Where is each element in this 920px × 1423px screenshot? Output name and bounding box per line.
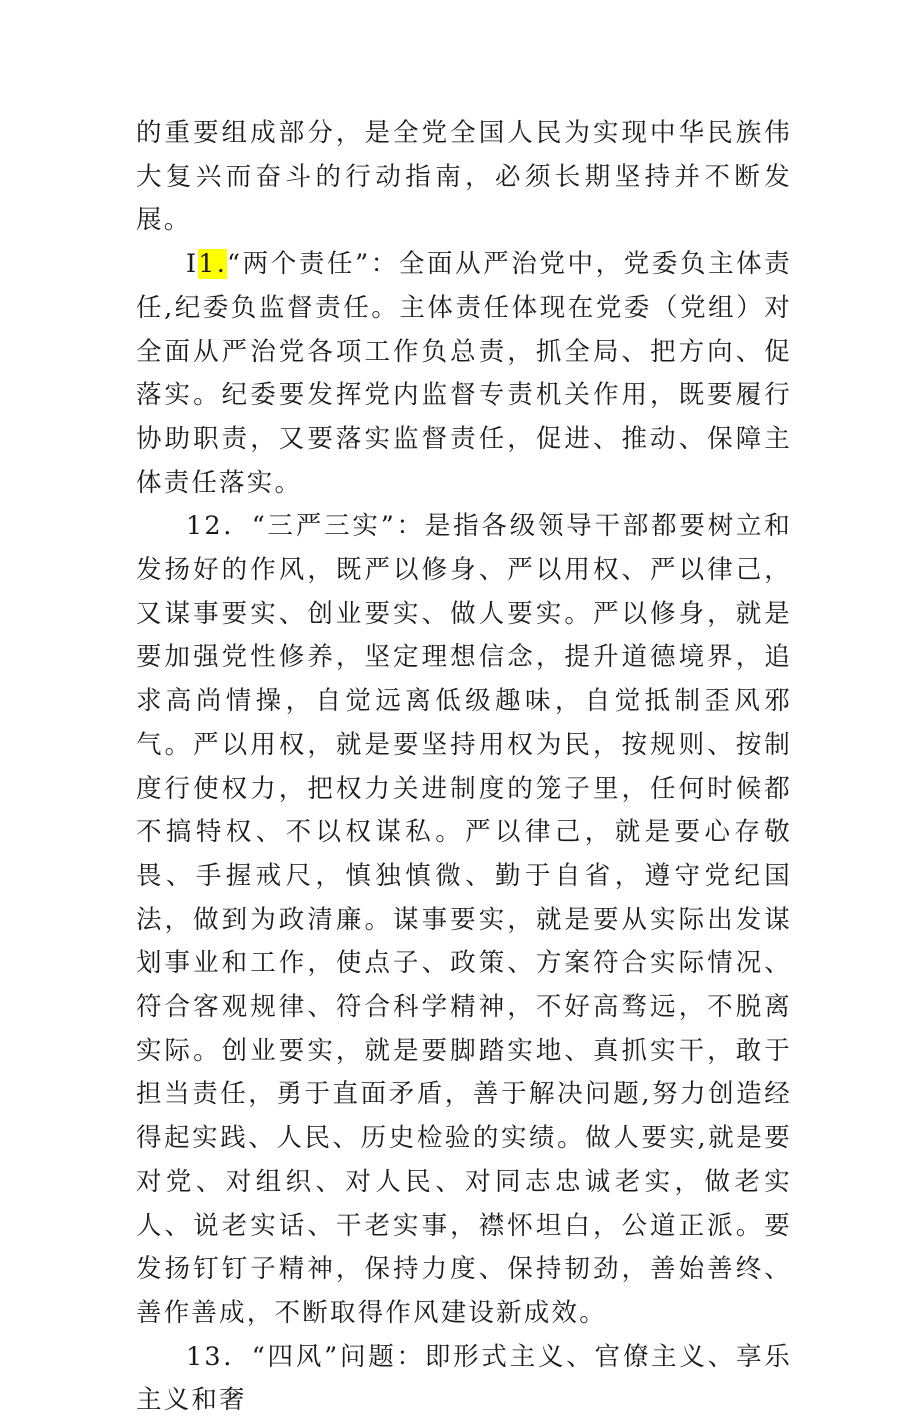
item-11-prefix: I — [186, 249, 199, 280]
item-11-body: “两个责任”：全面从严治党中，党委负主体责任,纪委负监督责任。主体责任体现在党委（党组）对全面从严治党各项工作负总责，抓全局、把方向、促落实。纪委要发挥党内监督专责机关作用，既要履行协助职责，又要落实监督责任，促进、推动、保障主体责任落实。 — [136, 249, 792, 498]
item-11-highlighted-number: 1. — [198, 249, 228, 280]
paragraph-item-13 — [136, 1336, 792, 1423]
item-12-body: 12．“三严三实”：是指各级领导干部都要树立和发扬好的作风，既严以修身、严以用权、严以律己，又谋事要实、创业要实、做人要实。严以修身，就是要加强党性修养，坚定理想信念，提升道德境界，追求高尚情操，自觉远离低级趣味，自觉抵制歪风邪气。严以用权，就是要坚持用权为民，按规则、按制度行使权力，把权力关进制度的笼子里，任何时候都不搞特权、不以权谋私。严以律己，就是要心存敬畏、手握戒尺，慎独慎微、勤于自省，遵守党纪国法，做到为政清廉。谋事要实，就是要从实际出发谋划事业和工作，使点子、政策、方案符合实际情况、符合客观规律、符合科学精神，不好高骛远，不脱离实际。创业要实，就是要脚踏实地、真抓实干，敢于担当责任，勇于直面矛盾，善于解决问题,努力创造经得起实践、人民、历史检验的实绩。做人要实,就是要对党、对组织、对人民、对同志忠诚老实，做老实人、说老实话、干老实事，襟怀坦白，公道正派。要发扬钉钉子精神，保持力度、保持韧劲，善始善终、善作善成，不断取得作风建设新成效。 — [136, 511, 792, 1328]
paragraph-item-11 — [136, 243, 792, 505]
paragraph-item-12 — [136, 505, 792, 1335]
item-13-body: 13．“四风”问题：即形式主义、官僚主义、享乐主义和奢 — [136, 1341, 792, 1416]
paragraph-continuation: 的重要组成部分，是全党全国人民为实现中华民族伟大复兴而奋斗的行动指南，必须长期坚持并不断发展。 — [136, 118, 792, 236]
document-body — [136, 112, 792, 1423]
